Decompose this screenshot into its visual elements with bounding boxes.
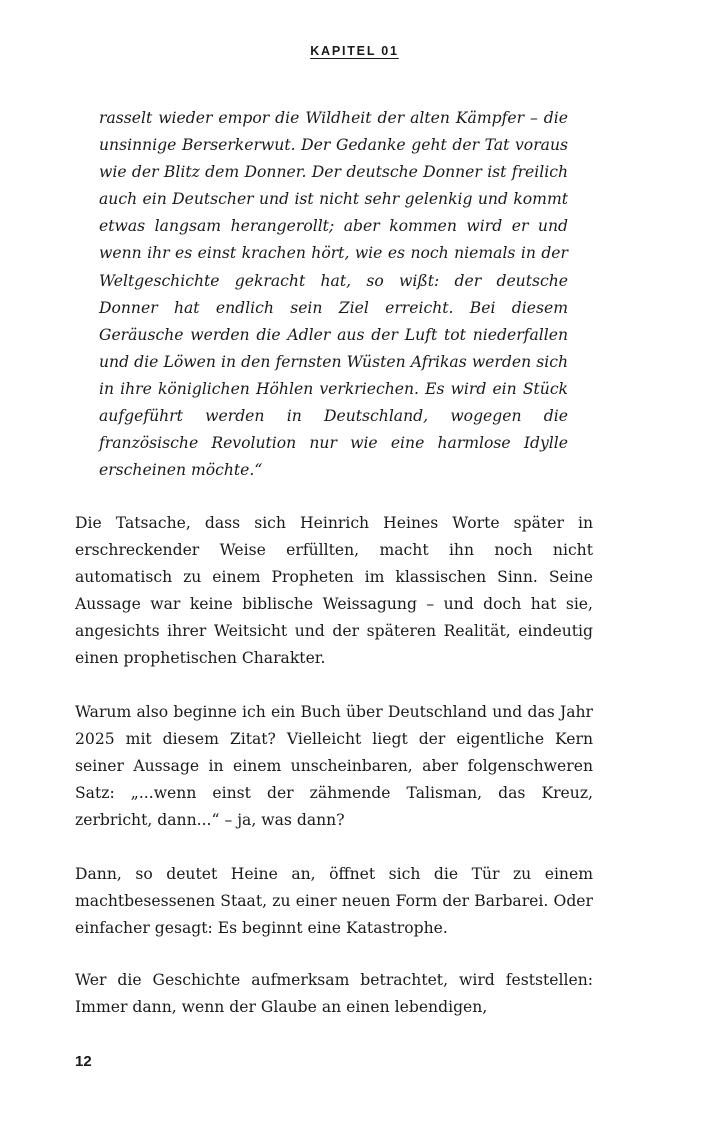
chapter-label: KAPITEL 01 — [310, 44, 399, 58]
paragraph-4: Wer die Geschichte aufmerksam betrachtet, wird feststellen: Immer dann, wenn der Glaube an einen lebendigen, — [75, 971, 593, 1017]
block-quote: rasselt wieder empor die Wildheit der alten Kämpfer – die unsinnige Berserkerwut. Der Gedanke geht der Tat voraus wie der Blitz dem Donner. Der deutsche Donner ist freilich auch ein Deutscher und ist nicht sehr gelenkig und kommt etwas langsam herangerollt; aber kommen wird er und wenn ihr es einst krachen hört, wie es noch niemals in der Weltgeschichte gekracht hat, so wißt: der deutsche Donner hat endlich sein Ziel erreicht. Bei diesem Geräusche werden die Adler aus der Luft tot niederfallen und die Löwen in den fernsten Wüsten Afrikas werden sich in ihre königlichen Höhlen verkriechen. Es wird ein Stück aufgeführt werden in Deutschland, wogegen die französische Revolution nur wie eine harmlose Idylle erscheinen möchte.“ — [99, 109, 568, 480]
chapter-header — [0, 42, 709, 60]
page-number: 12 — [75, 1053, 92, 1070]
paragraph-1: Die Tatsache, dass sich Heinrich Heines Worte später in erschreckender Weise erfüllten, macht ihn noch nicht automatisch zu einem Propheten im klassischen Sinn. Seine Aussage war keine biblische Weissagung – und doch hat sie, angesichts ihrer Weitsicht und der späteren Realität, eindeutig einen prophetischen Charakter. — [75, 514, 593, 668]
paragraph-3: Dann, so deutet Heine an, öffnet sich die Tür zu einem machtbesessenen Staat, zu einer neuen Form der Barbarei. Oder einfacher gesagt: Es beginnt eine Katastrophe. — [75, 865, 593, 938]
paragraph-2: Warum also beginne ich ein Buch über Deutschland und das Jahr 2025 mit diesem Zitat? Vielleicht liegt der eigentliche Kern seiner Aussage in einem unscheinbaren, aber folgenschweren Satz: „...wenn einst der zähmende Talisman, das Kreuz, zerbricht, dann...“ – ja, was dann? — [75, 703, 593, 830]
